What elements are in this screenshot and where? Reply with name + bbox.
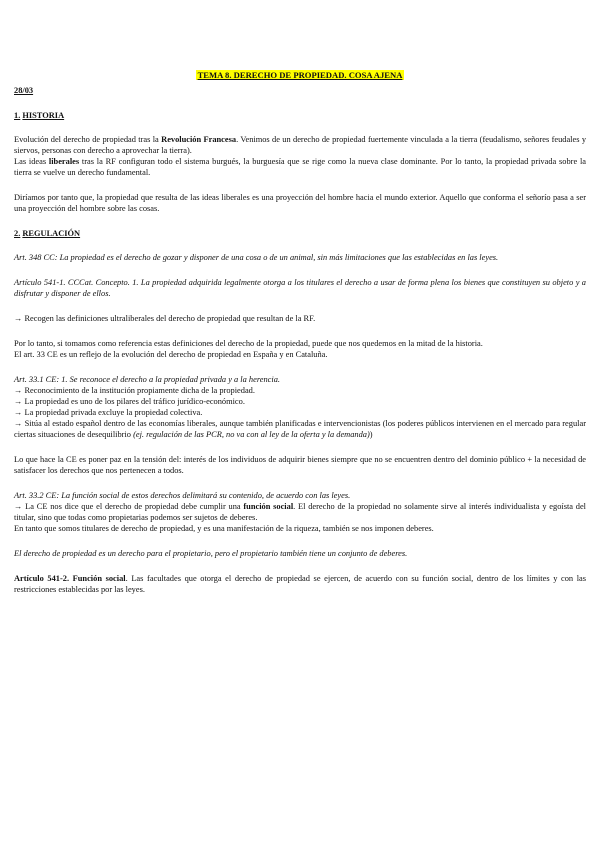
bold-term-funcion-social: función social (243, 502, 294, 511)
bold-term-liberales: liberales (48, 157, 80, 166)
text-run: → La CE nos dice que el derecho de propiedad debe cumplir una (14, 502, 244, 511)
article-541-2-label: Artículo 541-2 (14, 574, 67, 583)
paragraph-el-derecho: El derecho de propiedad es un derecho para el propietario, pero el propietario también tiene un conjunto de deberes. (14, 549, 408, 558)
text-run: ) (369, 430, 373, 439)
paragraph-por-lo-tanto: Por lo tanto, si tomamos como referencia estas definiciones del derecho de la propiedad, puede que nos quedemos en la mitad de la historia. (14, 339, 483, 348)
paragraph-art-33: El art. 33 CE es un reflejo de la evolución del derecho de propiedad en España y en Cataluña. (14, 350, 328, 359)
history-paragraph-3: Diríamos por tanto que, la propiedad que resulta de las ideas liberales es una proyección del hombre hacia el mundo exterior. Aquello que conforma el señorío pasa a ser una proyección del hombre sobre las cosas. (14, 193, 586, 213)
paragraph-en-tanto: En tanto que somos titulares de derecho de propiedad, y es una manifestación de la riqueza, también se nos imponen deberes. (14, 524, 434, 533)
bold-term-revolucion-francesa: Revolución Francesa (161, 135, 237, 144)
bullet-pilares: → La propiedad es uno de los pilares del tráfico jurídico-económico. (14, 397, 245, 406)
text-run: tras la RF configuran todo el sistema burgués, la burguesía que se rige como la nueva clase dominante. Por lo tanto, la propiedad privada sobre la tierra se vuelve un derecho fundamental. (14, 157, 587, 177)
section-2-heading (14, 228, 586, 239)
article-541-2 (14, 573, 586, 595)
section-2-title: REGULACIÓN (22, 229, 81, 238)
article-541-2-heading: Función social (72, 574, 126, 583)
section-1-number: 1. (14, 111, 21, 120)
history-paragraph-2 (14, 156, 586, 178)
text-run: → Sitúa al estado español dentro de las economías liberales, aunque también planificadas e intervencionistas (los poderes públicos intervienen en el mercado para regular ciertas situaciones de desequilibrio (14, 419, 586, 439)
paragraph-funcion-social (14, 501, 586, 523)
text-run: . El derecho de la propiedad no solamente sirve al interés individualista y egoísta del titular, sino que todas como propietarias podemos ser sujetos de deberes. (14, 502, 587, 522)
section-1-title: HISTORIA (22, 111, 65, 120)
history-paragraph-1 (14, 134, 586, 156)
section-2-number: 2. (14, 229, 21, 238)
bullet-economias-liberales (14, 418, 586, 440)
article-541-1-cccat: Artículo 541-1. CCCat. Concepto. 1. La propiedad adquirida legalmente otorga a los titulares el derecho a usar de forma plena los bienes que constituyen su objeto y a disfrutar y disponer de ellos. (14, 278, 586, 298)
title-wrapper (14, 70, 586, 81)
paragraph-lo-que-hace: Lo que hace la CE es poner paz en la tensión del: interés de los individuos de adquirir bienes siempre que no se encuentren dentro del dominio público + la necesidad de satisfacer los derechos que nos pertenecen a todos. (14, 455, 586, 475)
document-title: TEMA 8. DERECHO DE PROPIEDAD. COSA AJENA (197, 70, 403, 80)
article-348-cc: Art. 348 CC: La propiedad es el derecho de gozar y disponer de una cosa o de un animal, sin más limitaciones que las establecidas en las leyes. (14, 253, 499, 262)
article-33-2-ce: Art. 33.2 CE: La función social de estos derechos delimitará su contenido, de acuerdo con las leyes. (14, 491, 351, 500)
article-33-1-ce: Art. 33.1 CE: 1. Se reconoce el derecho a la propiedad privada y a la herencia. (14, 375, 280, 384)
text-run: Las ideas (14, 157, 49, 166)
lecture-date: 28/03 (14, 86, 34, 95)
section-1-heading (14, 110, 586, 121)
bullet-excluye: → La propiedad privada excluye la propiedad colectiva. (14, 408, 203, 417)
bullet-reconocimiento: → Reconocimiento de la institución propiamente dicha de la propiedad. (14, 386, 255, 395)
text-run: Evolución del derecho de propiedad tras la (14, 135, 162, 144)
text-run: . Las facultades que otorga el derecho de propiedad se ejercen, de acuerdo con su función social, dentro de los límites y con las restricciones establecidas por las leyes. (14, 574, 587, 594)
text-run: . (66, 574, 73, 583)
example-note: (ej. regulación de las PCR, no va con al ley de la oferta y la demanda) (133, 430, 370, 439)
text-run: . Venimos de un derecho de propiedad fuertemente vinculada a la tierra (feudalismo, señores feudales y siervos, personas con derecho a aprovechar la tierra). (14, 135, 587, 155)
arrow-note-recogen: → Recogen las definiciones ultraliberales del derecho de propiedad que resultan de la RF. (14, 314, 316, 323)
